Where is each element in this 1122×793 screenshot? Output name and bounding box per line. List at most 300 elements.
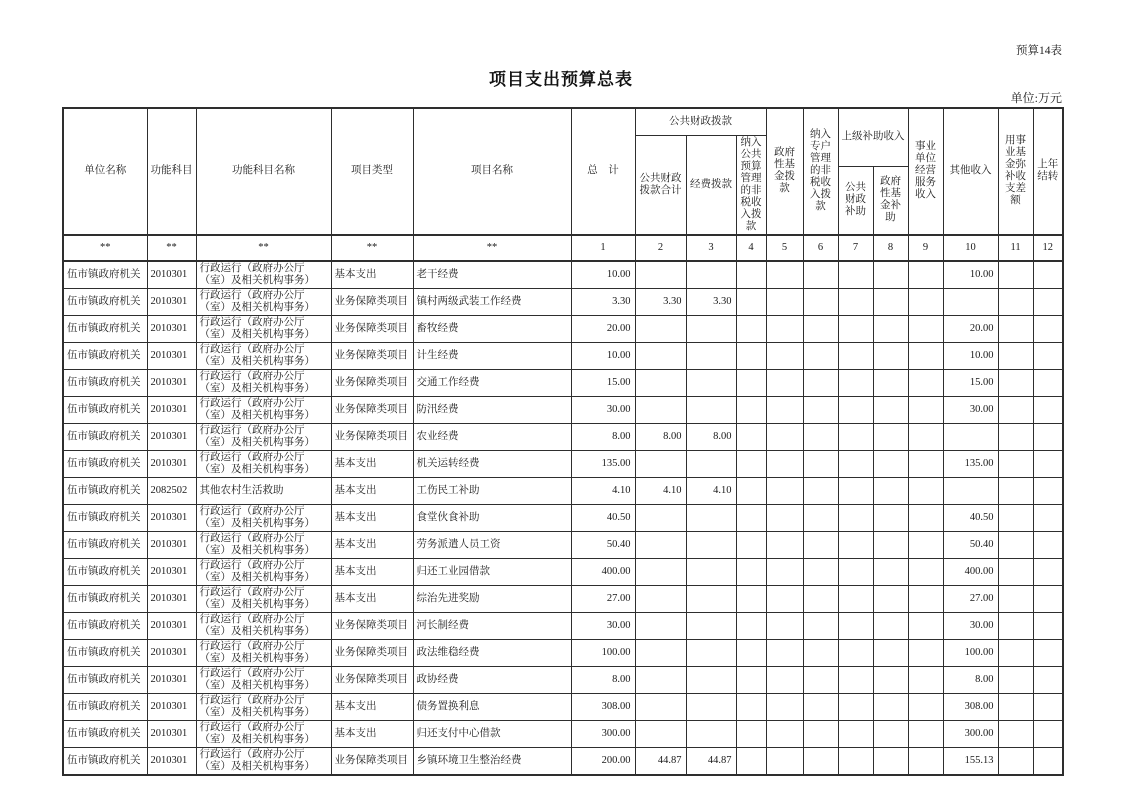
value-cell xyxy=(686,504,736,531)
function-name-cell: 行政运行（政府办公厅（室）及相关机构事务） xyxy=(196,261,331,289)
column-index-cell: ** xyxy=(63,235,147,261)
value-cell xyxy=(686,315,736,342)
value-cell xyxy=(803,720,838,747)
value-cell xyxy=(998,315,1033,342)
project-type-cell: 业务保障类项目 xyxy=(331,288,413,315)
function-name-cell: 行政运行（政府办公厅（室）及相关机构事务） xyxy=(196,288,331,315)
value-cell xyxy=(1033,747,1063,775)
project-type-cell: 业务保障类项目 xyxy=(331,666,413,693)
column-index-row xyxy=(63,235,1063,261)
value-cell xyxy=(1033,612,1063,639)
value-cell xyxy=(998,504,1033,531)
column-index-cell: 10 xyxy=(943,235,998,261)
unit-name-cell: 伍市镇政府机关 xyxy=(63,396,147,423)
value-cell xyxy=(736,558,766,585)
value-cell xyxy=(1033,558,1063,585)
value-cell: 135.00 xyxy=(571,450,635,477)
value-cell xyxy=(766,369,803,396)
header-project-name: 项目名称 xyxy=(413,108,571,235)
project-name-cell: 防汛经费 xyxy=(413,396,571,423)
project-type-cell: 业务保障类项目 xyxy=(331,639,413,666)
value-cell xyxy=(803,612,838,639)
value-cell xyxy=(943,477,998,504)
column-index-cell: 11 xyxy=(998,235,1033,261)
column-index-cell: 3 xyxy=(686,235,736,261)
value-cell xyxy=(838,585,873,612)
unit-name-cell: 伍市镇政府机关 xyxy=(63,504,147,531)
value-cell xyxy=(908,450,943,477)
value-cell xyxy=(838,342,873,369)
function-code-cell: 2010301 xyxy=(147,747,196,775)
value-cell: 50.40 xyxy=(943,531,998,558)
value-cell: 100.00 xyxy=(943,639,998,666)
function-code-cell: 2010301 xyxy=(147,585,196,612)
value-cell xyxy=(908,315,943,342)
value-cell xyxy=(766,477,803,504)
function-code-cell: 2010301 xyxy=(147,504,196,531)
value-cell xyxy=(998,369,1033,396)
value-cell xyxy=(736,666,766,693)
value-cell xyxy=(686,396,736,423)
column-index-cell: 4 xyxy=(736,235,766,261)
value-cell xyxy=(686,369,736,396)
value-cell xyxy=(736,423,766,450)
value-cell xyxy=(686,612,736,639)
project-type-cell: 基本支出 xyxy=(331,531,413,558)
unit-name-cell: 伍市镇政府机关 xyxy=(63,477,147,504)
function-code-cell: 2010301 xyxy=(147,531,196,558)
value-cell: 400.00 xyxy=(943,558,998,585)
unit-name-cell: 伍市镇政府机关 xyxy=(63,423,147,450)
value-cell xyxy=(873,450,908,477)
function-code-cell: 2010301 xyxy=(147,666,196,693)
project-name-cell: 畜牧经费 xyxy=(413,315,571,342)
value-cell xyxy=(803,288,838,315)
value-cell xyxy=(838,450,873,477)
value-cell xyxy=(736,504,766,531)
value-cell xyxy=(686,585,736,612)
unit-note: 单位:万元 xyxy=(1010,91,1062,105)
table-row xyxy=(63,747,1063,775)
value-cell: 15.00 xyxy=(571,369,635,396)
function-name-cell: 行政运行（政府办公厅（室）及相关机构事务） xyxy=(196,342,331,369)
value-cell: 8.00 xyxy=(943,666,998,693)
header-sub-gov-fund: 政府性基金补助 xyxy=(873,166,908,234)
value-cell xyxy=(873,585,908,612)
value-cell xyxy=(998,450,1033,477)
value-cell xyxy=(766,747,803,775)
project-name-cell: 食堂伙食补助 xyxy=(413,504,571,531)
value-cell xyxy=(873,720,908,747)
value-cell xyxy=(766,693,803,720)
value-cell xyxy=(838,423,873,450)
project-name-cell: 政协经费 xyxy=(413,666,571,693)
header-public-finance-group: 公共财政拨款 xyxy=(635,108,766,135)
value-cell: 10.00 xyxy=(943,261,998,289)
value-cell xyxy=(803,396,838,423)
value-cell xyxy=(803,369,838,396)
value-cell xyxy=(908,747,943,775)
value-cell: 8.00 xyxy=(571,423,635,450)
column-index-cell: 6 xyxy=(803,235,838,261)
table-row xyxy=(63,558,1063,585)
table-row xyxy=(63,693,1063,720)
project-name-cell: 综治先进奖励 xyxy=(413,585,571,612)
value-cell: 44.87 xyxy=(635,747,686,775)
value-cell xyxy=(1033,315,1063,342)
project-type-cell: 基本支出 xyxy=(331,720,413,747)
value-cell: 20.00 xyxy=(943,315,998,342)
function-code-cell: 2010301 xyxy=(147,612,196,639)
value-cell xyxy=(908,639,943,666)
value-cell: 30.00 xyxy=(943,612,998,639)
value-cell xyxy=(838,558,873,585)
value-cell xyxy=(635,369,686,396)
value-cell xyxy=(736,612,766,639)
header-fund-allocation: 经费拨款 xyxy=(686,135,736,235)
unit-name-cell: 伍市镇政府机关 xyxy=(63,585,147,612)
value-cell: 27.00 xyxy=(943,585,998,612)
value-cell: 400.00 xyxy=(571,558,635,585)
unit-name-cell: 伍市镇政府机关 xyxy=(63,720,147,747)
value-cell xyxy=(766,585,803,612)
value-cell xyxy=(736,315,766,342)
value-cell xyxy=(838,531,873,558)
value-cell xyxy=(736,261,766,289)
header-business-income: 事业单位经营服务收入 xyxy=(908,108,943,235)
value-cell xyxy=(838,396,873,423)
value-cell: 10.00 xyxy=(571,261,635,289)
value-cell xyxy=(838,477,873,504)
value-cell xyxy=(998,477,1033,504)
value-cell xyxy=(1033,666,1063,693)
header-function-name: 功能科目名称 xyxy=(196,108,331,235)
header-pf-total: 公共财政拨款合计 xyxy=(635,135,686,235)
column-index-cell: ** xyxy=(147,235,196,261)
table-row xyxy=(63,423,1063,450)
function-code-cell: 2010301 xyxy=(147,423,196,450)
value-cell: 27.00 xyxy=(571,585,635,612)
project-name-cell: 归还支付中心借款 xyxy=(413,720,571,747)
value-cell: 4.10 xyxy=(686,477,736,504)
unit-name-cell: 伍市镇政府机关 xyxy=(63,369,147,396)
column-index-cell: ** xyxy=(196,235,331,261)
value-cell xyxy=(803,693,838,720)
function-name-cell: 行政运行（政府办公厅（室）及相关机构事务） xyxy=(196,531,331,558)
value-cell xyxy=(803,315,838,342)
header-gov-fund: 政府性基金拨款 xyxy=(766,108,803,235)
table-row xyxy=(63,450,1063,477)
column-index-cell: 1 xyxy=(571,235,635,261)
value-cell xyxy=(998,612,1033,639)
function-code-cell: 2010301 xyxy=(147,342,196,369)
project-type-cell: 基本支出 xyxy=(331,261,413,289)
value-cell xyxy=(873,666,908,693)
project-name-cell: 农业经费 xyxy=(413,423,571,450)
value-cell xyxy=(736,639,766,666)
value-cell xyxy=(908,693,943,720)
header-other-income: 其他收入 xyxy=(943,108,998,235)
unit-name-cell: 伍市镇政府机关 xyxy=(63,747,147,775)
header-unit-name: 单位名称 xyxy=(63,108,147,235)
value-cell xyxy=(908,342,943,369)
function-code-cell: 2010301 xyxy=(147,315,196,342)
unit-name-cell: 伍市镇政府机关 xyxy=(63,666,147,693)
value-cell: 15.00 xyxy=(943,369,998,396)
value-cell xyxy=(803,477,838,504)
value-cell xyxy=(1033,639,1063,666)
value-cell: 10.00 xyxy=(571,342,635,369)
value-cell xyxy=(1033,720,1063,747)
value-cell xyxy=(635,531,686,558)
project-type-cell: 业务保障类项目 xyxy=(331,315,413,342)
value-cell xyxy=(998,423,1033,450)
header-total: 总 计 xyxy=(571,108,635,235)
value-cell xyxy=(873,342,908,369)
value-cell xyxy=(803,639,838,666)
value-cell xyxy=(635,558,686,585)
value-cell xyxy=(686,693,736,720)
value-cell xyxy=(1033,261,1063,289)
table-row xyxy=(63,504,1063,531)
value-cell xyxy=(908,477,943,504)
function-code-cell: 2010301 xyxy=(147,261,196,289)
value-cell xyxy=(873,396,908,423)
value-cell xyxy=(736,369,766,396)
value-cell xyxy=(908,504,943,531)
value-cell xyxy=(838,261,873,289)
table-row xyxy=(63,585,1063,612)
value-cell xyxy=(873,693,908,720)
value-cell xyxy=(998,720,1033,747)
project-name-cell: 政法维稳经费 xyxy=(413,639,571,666)
value-cell xyxy=(736,342,766,369)
value-cell: 3.30 xyxy=(686,288,736,315)
project-type-cell: 业务保障类项目 xyxy=(331,369,413,396)
value-cell xyxy=(635,693,686,720)
function-name-cell: 其他农村生活救助 xyxy=(196,477,331,504)
table-row xyxy=(63,261,1063,289)
project-name-cell: 老干经费 xyxy=(413,261,571,289)
value-cell xyxy=(635,612,686,639)
value-cell xyxy=(803,666,838,693)
column-index-cell: ** xyxy=(331,235,413,261)
value-cell xyxy=(998,261,1033,289)
value-cell xyxy=(686,342,736,369)
header-carryover: 上年结转 xyxy=(1033,108,1063,235)
value-cell xyxy=(998,531,1033,558)
value-cell: 44.87 xyxy=(686,747,736,775)
function-code-cell: 2010301 xyxy=(147,288,196,315)
value-cell xyxy=(736,477,766,504)
value-cell xyxy=(736,531,766,558)
value-cell: 4.10 xyxy=(635,477,686,504)
value-cell xyxy=(736,396,766,423)
value-cell xyxy=(686,450,736,477)
value-cell xyxy=(1033,531,1063,558)
unit-name-cell: 伍市镇政府机关 xyxy=(63,342,147,369)
value-cell xyxy=(908,720,943,747)
function-name-cell: 行政运行（政府办公厅（室）及相关机构事务） xyxy=(196,450,331,477)
unit-name-cell: 伍市镇政府机关 xyxy=(63,450,147,477)
function-name-cell: 行政运行（政府办公厅（室）及相关机构事务） xyxy=(196,639,331,666)
value-cell xyxy=(766,342,803,369)
value-cell xyxy=(766,504,803,531)
value-cell xyxy=(1033,450,1063,477)
project-name-cell: 债务置换利息 xyxy=(413,693,571,720)
function-name-cell: 行政运行（政府办公厅（室）及相关机构事务） xyxy=(196,747,331,775)
value-cell: 8.00 xyxy=(686,423,736,450)
value-cell xyxy=(908,369,943,396)
value-cell xyxy=(803,423,838,450)
project-name-cell: 机关运转经费 xyxy=(413,450,571,477)
function-name-cell: 行政运行（政府办公厅（室）及相关机构事务） xyxy=(196,693,331,720)
value-cell: 3.30 xyxy=(635,288,686,315)
column-index-cell: 7 xyxy=(838,235,873,261)
value-cell xyxy=(838,747,873,775)
value-cell: 40.50 xyxy=(943,504,998,531)
value-cell xyxy=(838,693,873,720)
value-cell xyxy=(908,261,943,289)
value-cell: 40.50 xyxy=(571,504,635,531)
function-code-cell: 2082502 xyxy=(147,477,196,504)
unit-name-cell: 伍市镇政府机关 xyxy=(63,558,147,585)
value-cell xyxy=(838,612,873,639)
value-cell xyxy=(908,585,943,612)
value-cell: 30.00 xyxy=(943,396,998,423)
table-body xyxy=(63,235,1063,775)
value-cell xyxy=(803,558,838,585)
function-code-cell: 2010301 xyxy=(147,693,196,720)
header-fund-makeup: 用事业基金弥补收支差额 xyxy=(998,108,1033,235)
value-cell xyxy=(766,666,803,693)
value-cell xyxy=(838,288,873,315)
value-cell xyxy=(766,423,803,450)
function-code-cell: 2010301 xyxy=(147,558,196,585)
value-cell: 300.00 xyxy=(571,720,635,747)
project-name-cell: 计生经费 xyxy=(413,342,571,369)
value-cell xyxy=(1033,423,1063,450)
header-project-type: 项目类型 xyxy=(331,108,413,235)
project-name-cell: 交通工作经费 xyxy=(413,369,571,396)
function-name-cell: 行政运行（政府办公厅（室）及相关机构事务） xyxy=(196,558,331,585)
project-name-cell: 工伤民工补助 xyxy=(413,477,571,504)
value-cell xyxy=(1033,504,1063,531)
value-cell xyxy=(1033,477,1063,504)
value-cell xyxy=(1033,693,1063,720)
unit-name-cell: 伍市镇政府机关 xyxy=(63,531,147,558)
column-index-cell: 12 xyxy=(1033,235,1063,261)
header-sub-public-finance: 公共财政补助 xyxy=(838,166,873,234)
project-type-cell: 业务保障类项目 xyxy=(331,342,413,369)
table-header xyxy=(63,108,1063,235)
value-cell xyxy=(1033,585,1063,612)
value-cell: 8.00 xyxy=(635,423,686,450)
column-index-cell: ** xyxy=(413,235,571,261)
value-cell xyxy=(635,450,686,477)
value-cell xyxy=(998,342,1033,369)
value-cell xyxy=(838,666,873,693)
value-cell xyxy=(998,747,1033,775)
project-type-cell: 基本支出 xyxy=(331,450,413,477)
value-cell xyxy=(803,504,838,531)
function-name-cell: 行政运行（政府办公厅（室）及相关机构事务） xyxy=(196,369,331,396)
project-name-cell: 镇村两级武装工作经费 xyxy=(413,288,571,315)
value-cell xyxy=(873,369,908,396)
function-name-cell: 行政运行（政府办公厅（室）及相关机构事务） xyxy=(196,666,331,693)
value-cell xyxy=(873,612,908,639)
value-cell xyxy=(766,261,803,289)
value-cell: 50.40 xyxy=(571,531,635,558)
value-cell xyxy=(766,450,803,477)
function-code-cell: 2010301 xyxy=(147,396,196,423)
value-cell xyxy=(838,369,873,396)
value-cell xyxy=(635,585,686,612)
value-cell xyxy=(1033,369,1063,396)
value-cell: 300.00 xyxy=(943,720,998,747)
unit-name-cell: 伍市镇政府机关 xyxy=(63,612,147,639)
value-cell xyxy=(736,747,766,775)
project-type-cell: 业务保障类项目 xyxy=(331,747,413,775)
project-name-cell: 乡镇环境卫生整治经费 xyxy=(413,747,571,775)
value-cell xyxy=(803,747,838,775)
value-cell xyxy=(635,639,686,666)
value-cell: 4.10 xyxy=(571,477,635,504)
value-cell xyxy=(686,639,736,666)
value-cell xyxy=(1033,396,1063,423)
project-type-cell: 业务保障类项目 xyxy=(331,612,413,639)
value-cell xyxy=(635,315,686,342)
value-cell xyxy=(736,720,766,747)
value-cell xyxy=(686,261,736,289)
value-cell xyxy=(873,288,908,315)
value-cell: 308.00 xyxy=(571,693,635,720)
project-type-cell: 业务保障类项目 xyxy=(331,396,413,423)
page-title: 项目支出预算总表 xyxy=(489,70,633,89)
value-cell xyxy=(873,261,908,289)
column-index-cell: 9 xyxy=(908,235,943,261)
value-cell xyxy=(873,315,908,342)
function-name-cell: 行政运行（政府办公厅（室）及相关机构事务） xyxy=(196,396,331,423)
value-cell xyxy=(873,423,908,450)
table-row xyxy=(63,396,1063,423)
value-cell xyxy=(1033,342,1063,369)
table-row xyxy=(63,477,1063,504)
value-cell xyxy=(736,693,766,720)
header-nontax-special: 纳入专户管理的非税收入拨款 xyxy=(803,108,838,235)
project-name-cell: 河长制经费 xyxy=(413,612,571,639)
value-cell xyxy=(635,396,686,423)
value-cell xyxy=(803,585,838,612)
project-type-cell: 业务保障类项目 xyxy=(331,423,413,450)
value-cell xyxy=(686,666,736,693)
value-cell xyxy=(873,477,908,504)
value-cell xyxy=(838,315,873,342)
value-cell xyxy=(908,666,943,693)
value-cell: 30.00 xyxy=(571,396,635,423)
value-cell xyxy=(998,288,1033,315)
project-type-cell: 基本支出 xyxy=(331,477,413,504)
budget-table xyxy=(62,107,1064,776)
table-row xyxy=(63,531,1063,558)
project-type-cell: 基本支出 xyxy=(331,693,413,720)
project-type-cell: 基本支出 xyxy=(331,504,413,531)
column-index-cell: 8 xyxy=(873,235,908,261)
value-cell xyxy=(635,666,686,693)
value-cell: 20.00 xyxy=(571,315,635,342)
value-cell xyxy=(908,558,943,585)
function-code-cell: 2010301 xyxy=(147,450,196,477)
